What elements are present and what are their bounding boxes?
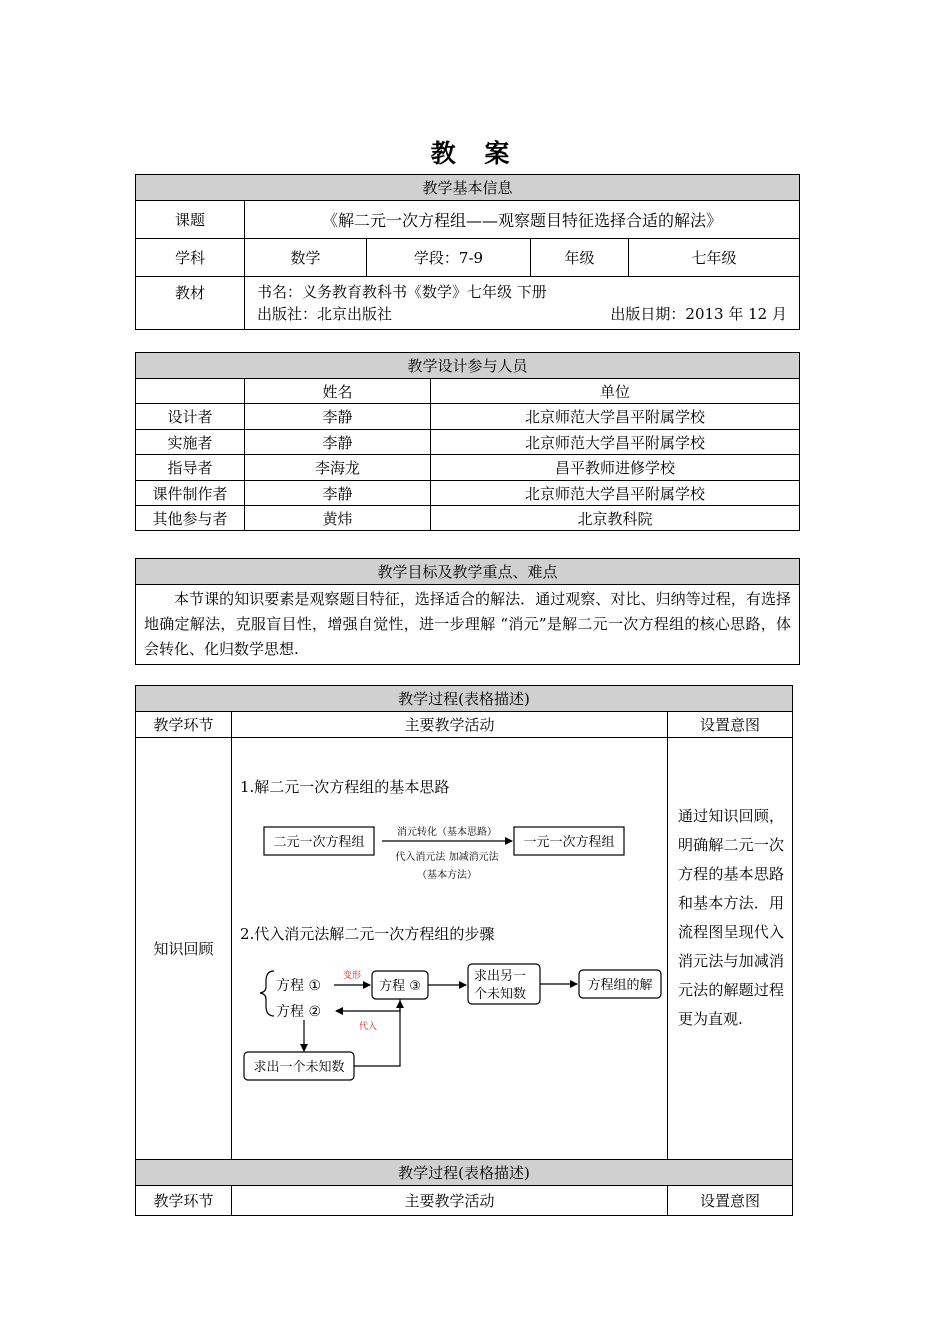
col-name: 姓名	[245, 379, 431, 404]
point-1: 1.解二元一次方程组的基本思路	[240, 778, 450, 796]
transform-label: 变形	[342, 971, 362, 981]
flow-diagrams	[232, 738, 666, 1158]
person-unit: 北京师范大学昌平附属学校	[431, 481, 800, 506]
equation-1: 方程 ①	[276, 978, 322, 994]
find-one-label: 求出一个未知数	[253, 1060, 345, 1075]
conversion-label: 消元转化（基本思路）	[397, 827, 497, 838]
point-2: 2.代入消元法解二元一次方程组的步骤	[240, 925, 495, 943]
basic-method-label: （基本方法）	[417, 870, 477, 881]
basic-info-header: 教学基本信息	[136, 175, 800, 201]
person-name: 李静	[245, 481, 431, 506]
person-name: 黄炜	[245, 506, 431, 531]
objectives-table	[135, 558, 800, 665]
methods-label: 代入消元法 加减消元法	[395, 852, 499, 863]
objectives-header: 教学目标及教学重点、难点	[136, 559, 800, 585]
topic-value: 《解二元一次方程组——观察题目特征选择合适的解法》	[245, 201, 800, 239]
publish-date: 出版日期：2013 年 12 月	[610, 305, 787, 323]
stage-name: 知识回顾	[136, 738, 232, 1160]
objectives-text: 本节课的知识要素是观察题目特征，选择适合的解法．通过观察、对比、归纳等过程，有选择地确定解法，克服盲目性，增强自觉性，进一步理解 “消元”是解二元一次方程组的核心思路，体会转化、化归数学思想.	[136, 585, 800, 665]
publisher: 出版社：北京出版社	[257, 305, 393, 323]
equation-3: 方程 ③	[379, 979, 421, 994]
box-binary-system-label: 二元一次方程组	[273, 835, 365, 850]
box-unary-system-label: 一元一次方程组	[523, 835, 615, 850]
grade-label: 年级	[531, 239, 629, 277]
process-table	[135, 685, 793, 1216]
activity-cell	[232, 738, 668, 1160]
basic-info-table	[135, 174, 800, 330]
empty-cell	[136, 379, 245, 404]
person-unit: 北京师范大学昌平附属学校	[431, 404, 800, 430]
book-name: 书名：义务教育教科书《数学》七年级 下册	[257, 283, 547, 301]
person-unit: 北京师范大学昌平附属学校	[431, 430, 800, 455]
find-other-line1: 求出另一	[474, 969, 527, 984]
person-unit: 昌平教师进修学校	[431, 455, 800, 481]
role: 其他参与者	[136, 506, 245, 531]
subject-label: 学科	[136, 239, 245, 277]
textbook-label: 教材	[136, 277, 245, 330]
role: 设计者	[136, 404, 245, 430]
person-name: 李静	[245, 430, 431, 455]
role: 课件制作者	[136, 481, 245, 506]
topic-label: 课题	[136, 201, 245, 239]
col-stage: 教学环节	[136, 712, 232, 738]
table-row	[136, 404, 800, 430]
col-unit: 单位	[431, 379, 800, 404]
brace-icon	[260, 971, 274, 1016]
participants-table	[135, 352, 800, 531]
find-other-line2: 个未知数	[474, 987, 527, 1002]
role: 指导者	[136, 455, 245, 481]
col-intent: 设置意图	[668, 712, 793, 738]
stage-value: 学段：7-9	[367, 239, 531, 277]
col-activity: 主要教学活动	[232, 712, 668, 738]
solution-label: 方程组的解	[587, 978, 653, 993]
subject-value: 数学	[245, 239, 367, 277]
col-stage-2: 教学环节	[136, 1186, 232, 1216]
table-row	[136, 455, 800, 481]
col-activity-2: 主要教学活动	[232, 1186, 668, 1216]
process-header-2: 教学过程(表格描述)	[136, 1160, 793, 1186]
role: 实施者	[136, 430, 245, 455]
person-unit: 北京教科院	[431, 506, 800, 531]
page-title: 教 案	[430, 139, 520, 168]
participants-header: 教学设计参与人员	[136, 353, 800, 379]
textbook-info	[245, 277, 800, 330]
table-row	[136, 430, 800, 455]
col-intent-2: 设置意图	[668, 1186, 793, 1216]
process-header: 教学过程(表格描述)	[136, 686, 793, 712]
table-row	[136, 506, 800, 531]
table-row	[136, 481, 800, 506]
substitute-label: 代入	[358, 1022, 378, 1032]
grade-value: 七年级	[629, 239, 800, 277]
substitute-arrow	[336, 999, 400, 1011]
person-name: 李海龙	[245, 455, 431, 481]
intent-text: 通过知识回顾，明确解二元一次方程的基本思路和基本方法．用流程图呈现代入消元法与加减消元法的解题过程更为直观.	[668, 738, 793, 1160]
person-name: 李静	[245, 404, 431, 430]
equation-2: 方程 ②	[276, 1004, 322, 1020]
